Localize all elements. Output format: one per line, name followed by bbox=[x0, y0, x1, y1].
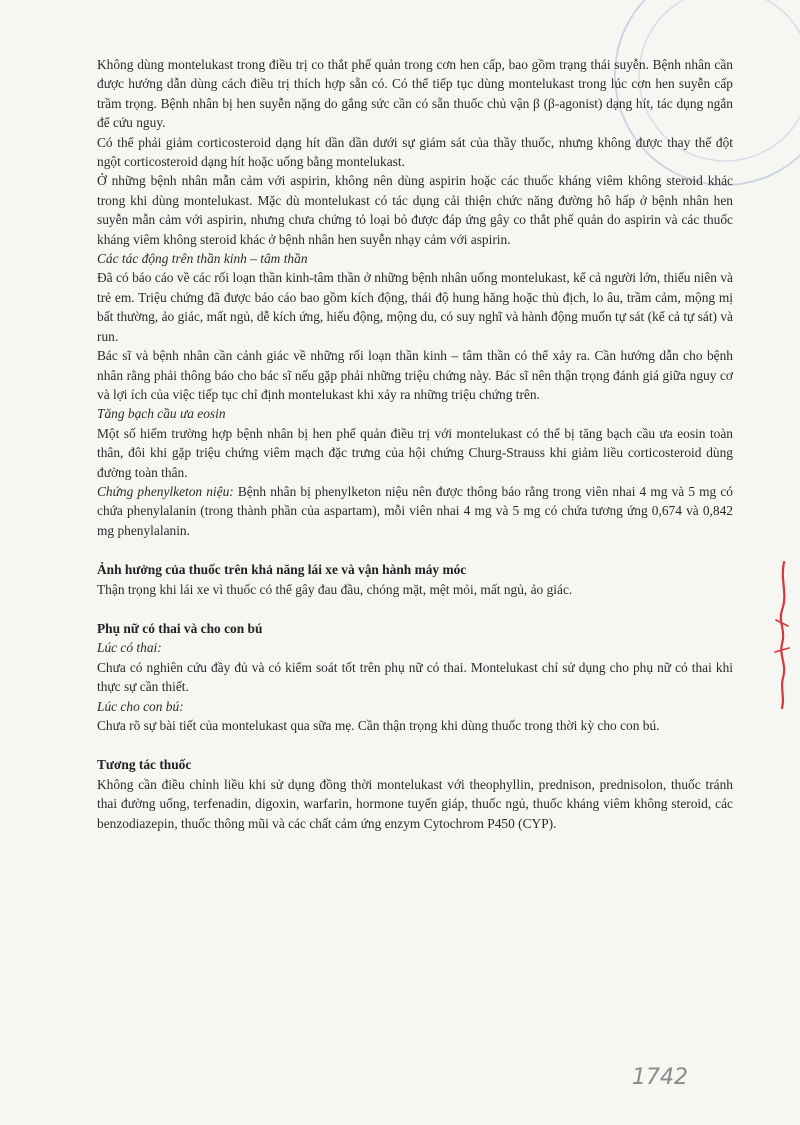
paragraph-driving: Thận trọng khi lái xe vì thuốc có thể gây đau đầu, chóng mặt, mệt mỏi, mất ngủ, ảo giác. bbox=[97, 581, 573, 597]
paragraph-neuropsychiatric-2: Bác sĩ và bệnh nhân cần cảnh giác về những rối loạn thần kinh – tâm thần có thể xảy ra. Cần hướng dẫn cho bệnh nhân rằng phải thông báo cho bác sĩ nếu gặp phải những triệu chứng này. Bác sĩ nên thận trọng đánh giá giữa nguy cơ và lợi ích của việc tiếp tục chỉ định montelukast khi xảy ra những triệu chứng trên. bbox=[97, 348, 733, 402]
paragraph-lactation: Chưa rõ sự bài tiết của montelukast qua sữa mẹ. Cần thận trọng khi dùng thuốc trong thời kỳ cho con bú. bbox=[97, 718, 660, 733]
document-body bbox=[97, 55, 733, 833]
subheading-eosinophilia: Tăng bạch cầu ưa eosin bbox=[97, 406, 226, 422]
handwritten-page-number bbox=[628, 1058, 698, 1094]
phenylketonuria-text: Bệnh nhân bị phenylketon niệu nên được thông báo rằng trong viên nhai 4 mg và 5 mg có chứa phenylalanin (trong thành phần của aspartam), mỗi viên nhai 4 mg và 5 mg có chứa tương ứng 0,674 và 0,842 mg phenylalanin. bbox=[97, 483, 733, 538]
spacer bbox=[97, 735, 733, 755]
paragraph-neuropsychiatric-1: Đã có báo cáo về các rối loạn thần kinh-tâm thần ở những bệnh nhân uống montelukast, kể cả người lớn, thiếu niên và trẻ em. Triệu chứng đã được báo cáo bao gồm kích động, thái độ hung hăng hoặc thù địch, lo âu, trầm cảm, mộng mị bất thường, ảo giác, mất ngủ, dễ kích ứng, hiếu động, mộng du, có suy nghĩ và hành động muốn tự sát (kể cả tự sát) và run. bbox=[97, 270, 733, 344]
paragraph-interactions: Không cần điều chỉnh liều khi sử dụng đồng thời montelukast với theophyllin, prednison, prednisolon, thuốc tránh thai đường uống, terfenadin, digoxin, warfarin, hormone tuyến giáp, thuốc ngủ, thuốc kháng viêm không steroid, các benzodiazepin, thuốc thông mũi và các chất cảm ứng enzym Cytochrom P450 (CYP). bbox=[97, 776, 733, 831]
spacer bbox=[97, 599, 733, 619]
paragraph-aspirin: Ở những bệnh nhân mẫn cảm với aspirin, không nên dùng aspirin hoặc các thuốc kháng viêm không steroid khác trong khi dùng montelukast. Mặc dù montelukast có tác dụng cải thiện chức năng đường hô hấp ở bệnh nhân hen suyễn mẫn cảm với aspirin, nhưng chưa chứng tỏ loại bỏ được đáp ứng gây co thắt phế quản do aspirin và các thuốc kháng viêm không steroid khác ở bệnh nhân hen suyễn nhạy cảm với aspirin. bbox=[97, 173, 733, 247]
heading-interactions: Tương tác thuốc bbox=[97, 757, 192, 773]
paragraph-pregnancy: Chưa có nghiên cứu đầy đủ và có kiểm soát tốt trên phụ nữ có thai. Montelukast chỉ sử dụng cho phụ nữ có thai khi thực sự cần thiết. bbox=[97, 659, 733, 695]
heading-pregnancy: Phụ nữ có thai và cho con bú bbox=[97, 620, 263, 636]
paragraph-corticosteroid: Có thể phải giảm corticosteroid dạng hít dần dần dưới sự giám sát của thầy thuốc, nhưng không được thay thế đột ngột corticosteroid dạng hít hoặc uống bằng montelukast. bbox=[97, 134, 733, 170]
red-signature-mark bbox=[770, 560, 794, 710]
subheading-neuropsychiatric: Các tác động trên thần kinh – tâm thần bbox=[97, 251, 308, 267]
heading-driving: Ảnh hưởng của thuốc trên khả năng lái xe và vận hành máy móc bbox=[97, 562, 467, 578]
phenylketonuria-label: Chứng phenylketon niệu: bbox=[97, 483, 234, 499]
svg-text:1742: 1742 bbox=[632, 1065, 688, 1090]
subheading-pregnancy: Lúc có thai: bbox=[97, 640, 162, 656]
spacer bbox=[97, 540, 733, 560]
paragraph-eosinophilia: Một số hiếm trường hợp bệnh nhân bị hen phế quản điều trị với montelukast có thể bị tăng bạch cầu ưa eosin toàn thân, đôi khi gặp triệu chứng viêm mạch đặc trưng của hội chứng Churg-Strauss khi giảm liều corticosteroid dùng đường toàn thân. bbox=[97, 425, 733, 480]
subheading-lactation: Lúc cho con bú: bbox=[97, 698, 184, 714]
paragraph-bronchospasm: Không dùng montelukast trong điều trị co thắt phế quản trong cơn hen cấp, bao gồm trạng thái suyễn. Bệnh nhân cần được hướng dẫn dùng cách điều trị thích hợp sẵn có. Có thể tiếp tục dùng montelukast trong lúc cơn hen suyễn cấp trầm trọng. Bệnh nhân bị hen suyễn nặng do gắng sức cần có sẵn thuốc chủ vận β (β-agonist) dạng hít, tác dụng ngắn để cứu nguy. bbox=[97, 57, 733, 131]
paragraph-phenylketonuria bbox=[97, 482, 733, 540]
